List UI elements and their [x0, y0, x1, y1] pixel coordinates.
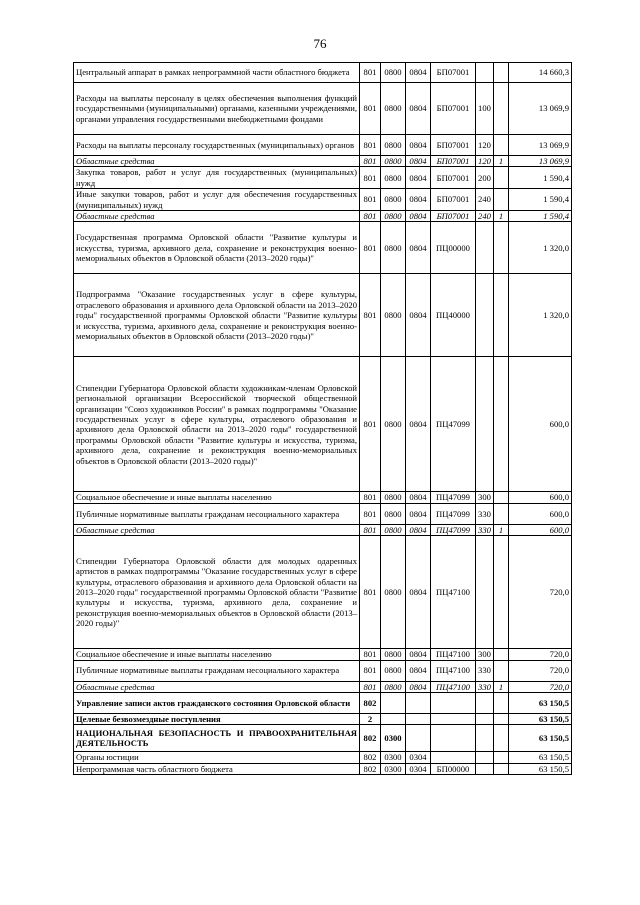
row-vr — [476, 274, 494, 357]
row-name: Расходы на выплаты персоналу государственных (муниципальных) органов — [74, 135, 360, 156]
row-vr: 330 — [476, 503, 494, 524]
row-tgt — [431, 714, 476, 725]
row-name: Публичные нормативные выплаты гражданам несоциального характера — [74, 503, 360, 524]
row-src — [494, 492, 509, 503]
row-name: Областные средства — [74, 156, 360, 167]
table-row — [74, 503, 572, 524]
row-tgt — [431, 752, 476, 763]
row-sub — [406, 714, 431, 725]
row-adm: 801 — [360, 274, 381, 357]
row-src — [494, 135, 509, 156]
row-adm: 802 — [360, 693, 381, 714]
row-sub: 0804 — [406, 524, 431, 535]
table-row — [74, 222, 572, 274]
row-name: Социальное обеспечение и иные выплаты населению — [74, 649, 360, 660]
row-tgt: БП07001 — [431, 63, 476, 83]
row-sub: 0804 — [406, 167, 431, 189]
row-name: Публичные нормативные выплаты гражданам несоциального характера — [74, 660, 360, 681]
row-src — [494, 357, 509, 492]
table-row — [74, 135, 572, 156]
row-amount: 13 069,9 — [509, 156, 572, 167]
row-tgt: ПЦ40000 — [431, 274, 476, 357]
row-amount: 13 069,9 — [509, 135, 572, 156]
row-tgt: БП07001 — [431, 156, 476, 167]
row-tgt: ПЦ47099 — [431, 503, 476, 524]
row-amount: 600,0 — [509, 492, 572, 503]
row-tgt: БП07001 — [431, 211, 476, 222]
row-sub: 0804 — [406, 63, 431, 83]
row-name: Непрограммная часть областного бюджета — [74, 763, 360, 774]
row-vr — [476, 763, 494, 774]
row-tgt: БП07001 — [431, 189, 476, 211]
row-vr: 330 — [476, 660, 494, 681]
row-sec — [381, 693, 406, 714]
row-tgt: ПЦ47099 — [431, 357, 476, 492]
row-src — [494, 536, 509, 649]
row-name: Социальное обеспечение и иные выплаты населению — [74, 492, 360, 503]
row-sub: 0804 — [406, 211, 431, 222]
row-sec: 0800 — [381, 222, 406, 274]
table-row — [74, 274, 572, 357]
row-name: Областные средства — [74, 211, 360, 222]
row-sec: 0800 — [381, 681, 406, 692]
row-src — [494, 167, 509, 189]
row-sec: 0800 — [381, 649, 406, 660]
row-vr — [476, 693, 494, 714]
row-sub: 0804 — [406, 83, 431, 135]
row-amount: 720,0 — [509, 660, 572, 681]
row-src — [494, 693, 509, 714]
row-vr: 330 — [476, 524, 494, 535]
row-sec: 0800 — [381, 189, 406, 211]
row-tgt — [431, 725, 476, 752]
row-sec: 0800 — [381, 135, 406, 156]
row-tgt: ПЦ47099 — [431, 524, 476, 535]
table-row — [74, 211, 572, 222]
row-sub — [406, 725, 431, 752]
row-vr: 100 — [476, 83, 494, 135]
table-row — [74, 714, 572, 725]
table-row — [74, 660, 572, 681]
row-sec: 0800 — [381, 536, 406, 649]
row-name: НАЦИОНАЛЬНАЯ БЕЗОПАСНОСТЬ И ПРАВООХРАНИТЕЛЬНАЯ ДЕЯТЕЛЬНОСТЬ — [74, 725, 360, 752]
row-sub: 0804 — [406, 156, 431, 167]
row-name: Областные средства — [74, 524, 360, 535]
row-sec: 0300 — [381, 725, 406, 752]
table-row — [74, 649, 572, 660]
row-adm: 801 — [360, 681, 381, 692]
row-sec: 0800 — [381, 492, 406, 503]
row-amount: 600,0 — [509, 357, 572, 492]
row-adm: 801 — [360, 536, 381, 649]
row-amount: 600,0 — [509, 524, 572, 535]
table-row — [74, 725, 572, 752]
row-sec: 0300 — [381, 763, 406, 774]
row-adm: 801 — [360, 83, 381, 135]
row-tgt: БП07001 — [431, 167, 476, 189]
row-adm: 802 — [360, 763, 381, 774]
row-vr: 120 — [476, 135, 494, 156]
row-amount: 1 590,4 — [509, 167, 572, 189]
row-sec: 0800 — [381, 63, 406, 83]
table-row — [74, 63, 572, 83]
row-vr: 300 — [476, 649, 494, 660]
row-name: Стипендии Губернатора Орловской области для молодых одаренных артистов в рамках подпрограммы "Оказание государственных услуг в сфере культуры, отраслевого образования и архивного дела Орловской области на 2013–2020 годы" государственной программы Орловской области "Развитие культуры и искусства, туризма, архивного дела, сохранение и реконструкция военно-мемориальных объектов в Орловской области (2013–2020 годы)" — [74, 536, 360, 649]
row-vr: 120 — [476, 156, 494, 167]
budget-table — [73, 62, 572, 775]
table-row — [74, 536, 572, 649]
row-sub: 0304 — [406, 752, 431, 763]
row-tgt: ПЦ47100 — [431, 660, 476, 681]
row-adm: 801 — [360, 660, 381, 681]
row-sub: 0804 — [406, 492, 431, 503]
table-row — [74, 189, 572, 211]
row-name: Органы юстиции — [74, 752, 360, 763]
row-name: Закупка товаров, работ и услуг для государственных (муниципальных) нужд — [74, 167, 360, 189]
row-adm: 801 — [360, 189, 381, 211]
row-sub: 0804 — [406, 536, 431, 649]
table-row — [74, 524, 572, 535]
row-src — [494, 725, 509, 752]
table-row — [74, 167, 572, 189]
row-adm: 801 — [360, 649, 381, 660]
row-vr — [476, 357, 494, 492]
row-sub: 0804 — [406, 189, 431, 211]
row-sub: 0804 — [406, 649, 431, 660]
row-tgt: ПЦ47100 — [431, 536, 476, 649]
table-row — [74, 492, 572, 503]
row-adm: 801 — [360, 211, 381, 222]
row-amount: 720,0 — [509, 681, 572, 692]
row-tgt: БП00000 — [431, 763, 476, 774]
row-amount: 63 150,5 — [509, 763, 572, 774]
row-sec: 0800 — [381, 83, 406, 135]
row-sub: 0804 — [406, 135, 431, 156]
table-row — [74, 763, 572, 774]
row-adm: 801 — [360, 222, 381, 274]
row-sec: 0300 — [381, 752, 406, 763]
row-sec: 0800 — [381, 156, 406, 167]
row-tgt — [431, 693, 476, 714]
row-adm: 801 — [360, 492, 381, 503]
table-row — [74, 156, 572, 167]
row-name: Расходы на выплаты персоналу в целях обеспечения выполнения функций государственными (муниципальными) органами, казенными учреждениями, органами управления государственными внебюджетными фондами — [74, 83, 360, 135]
row-amount: 13 069,9 — [509, 83, 572, 135]
row-sec: 0800 — [381, 524, 406, 535]
row-amount: 1 320,0 — [509, 274, 572, 357]
row-amount: 63 150,5 — [509, 714, 572, 725]
table-row — [74, 357, 572, 492]
row-sub: 0804 — [406, 660, 431, 681]
row-sub: 0804 — [406, 681, 431, 692]
row-src — [494, 83, 509, 135]
row-name: Стипендии Губернатора Орловской области художникам-членам Орловской региональной организации Всероссийской творческой общественной организации "Союз художников России" в рамках подпрограммы "Оказание государственных услуг в сфере культуры, отраслевого образования и архивного дела Орловской области на 2013–2020 годы" государственной программы Орловской области "Развитие культуры и искусства, туризма, архивного дела, сохранение и реконструкция военно-мемориальных объектов в Орловской области (2013–2020 годы)" — [74, 357, 360, 492]
row-sec — [381, 714, 406, 725]
row-adm: 801 — [360, 156, 381, 167]
row-name: Подпрограмма "Оказание государственных услуг в сфере культуры, отраслевого образования и архивного дела Орловской области на 2013–2020 годы" государственной программы Орловской области "Развитие культуры и искусства, туризма, архивного дела, сохранение и реконструкция военно-мемориальных объектов в Орловской области (2013–2020 годы)" — [74, 274, 360, 357]
row-sec: 0800 — [381, 660, 406, 681]
row-sec: 0800 — [381, 211, 406, 222]
row-src — [494, 189, 509, 211]
page-number: 76 — [313, 36, 327, 51]
row-adm: 801 — [360, 357, 381, 492]
row-sub: 0804 — [406, 503, 431, 524]
row-amount: 63 150,5 — [509, 693, 572, 714]
row-sec: 0800 — [381, 503, 406, 524]
row-src — [494, 63, 509, 83]
row-vr: 200 — [476, 167, 494, 189]
row-sec: 0800 — [381, 274, 406, 357]
row-src: 1 — [494, 524, 509, 535]
table-row — [74, 752, 572, 763]
row-tgt: ПЦ47100 — [431, 649, 476, 660]
row-vr — [476, 536, 494, 649]
row-tgt: ПЦ47100 — [431, 681, 476, 692]
row-name: Центральный аппарат в рамках непрограммной части областного бюджета — [74, 63, 360, 83]
row-name: Иные закупки товаров, работ и услуг для обеспечения государственных (муниципальных) нужд — [74, 189, 360, 211]
row-src — [494, 503, 509, 524]
row-src — [494, 649, 509, 660]
row-src — [494, 752, 509, 763]
row-vr — [476, 714, 494, 725]
row-sub — [406, 693, 431, 714]
row-tgt: БП07001 — [431, 83, 476, 135]
row-vr: 330 — [476, 681, 494, 692]
row-tgt: БП07001 — [431, 135, 476, 156]
row-vr: 240 — [476, 211, 494, 222]
row-adm: 802 — [360, 752, 381, 763]
row-src: 1 — [494, 211, 509, 222]
row-tgt: ПЦ00000 — [431, 222, 476, 274]
row-amount: 63 150,5 — [509, 725, 572, 752]
row-sub: 0804 — [406, 274, 431, 357]
row-amount: 14 660,3 — [509, 63, 572, 83]
row-sub: 0304 — [406, 763, 431, 774]
row-adm: 802 — [360, 725, 381, 752]
row-sec: 0800 — [381, 357, 406, 492]
row-adm: 801 — [360, 135, 381, 156]
row-vr — [476, 63, 494, 83]
row-src — [494, 274, 509, 357]
row-amount: 63 150,5 — [509, 752, 572, 763]
row-sub: 0804 — [406, 222, 431, 274]
row-src: 1 — [494, 156, 509, 167]
row-name: Управление записи актов гражданского состояния Орловской области — [74, 693, 360, 714]
row-src — [494, 714, 509, 725]
row-vr: 240 — [476, 189, 494, 211]
row-name: Областные средства — [74, 681, 360, 692]
row-amount: 720,0 — [509, 536, 572, 649]
row-amount: 1 590,4 — [509, 189, 572, 211]
row-amount: 720,0 — [509, 649, 572, 660]
row-src: 1 — [494, 681, 509, 692]
row-adm: 801 — [360, 63, 381, 83]
row-vr — [476, 752, 494, 763]
row-src — [494, 660, 509, 681]
row-amount: 1 320,0 — [509, 222, 572, 274]
row-src — [494, 222, 509, 274]
row-adm: 801 — [360, 167, 381, 189]
table-row — [74, 681, 572, 692]
row-adm: 801 — [360, 524, 381, 535]
row-vr: 300 — [476, 492, 494, 503]
row-vr — [476, 725, 494, 752]
row-amount: 1 590,4 — [509, 211, 572, 222]
row-adm: 801 — [360, 503, 381, 524]
row-tgt: ПЦ47099 — [431, 492, 476, 503]
row-sub: 0804 — [406, 357, 431, 492]
row-name: Государственная программа Орловской области "Развитие культуры и искусства, туризма, архивного дела, сохранение и реконструкция военно-мемориальных объектов в Орловской области (2013–2020 годы)" — [74, 222, 360, 274]
row-vr — [476, 222, 494, 274]
row-sec: 0800 — [381, 167, 406, 189]
row-adm: 2 — [360, 714, 381, 725]
row-src — [494, 763, 509, 774]
row-name: Целевые безвозмездные поступления — [74, 714, 360, 725]
table-row — [74, 693, 572, 714]
table-row — [74, 83, 572, 135]
row-amount: 600,0 — [509, 503, 572, 524]
